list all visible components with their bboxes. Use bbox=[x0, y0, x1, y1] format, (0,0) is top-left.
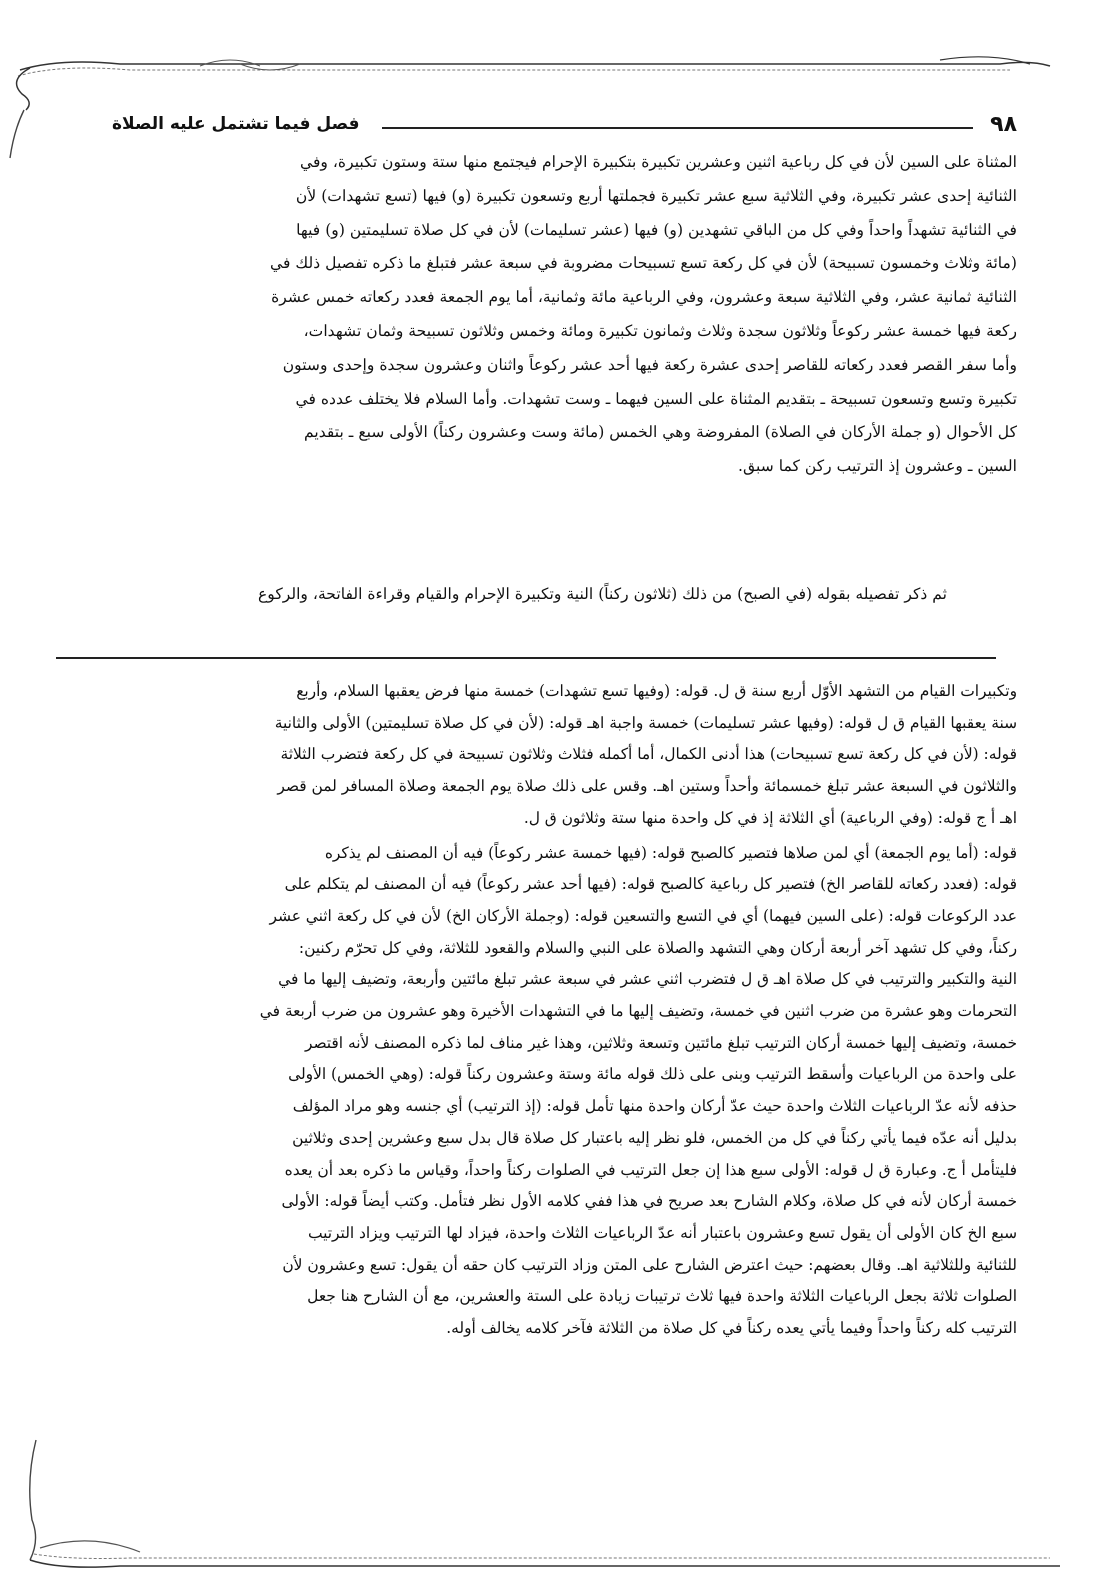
note-line: الترتيب كله ركناً واحداً وفيما يأتي يعده ركناً في كل صلاة من الثلاثة فآخر كلامه يخالف أوله. bbox=[446, 1319, 1017, 1338]
note-line: التحرمات وهو عشرة من ضرب اثنين في خمسة، وتضيف إليها ما في التشهدات الأخيرة وهو عشرون من ضرب أربعة في bbox=[259, 1002, 1017, 1021]
note-paragraph bbox=[42, 838, 1017, 1345]
note-line: حذفه لأنه عدّ الرباعيات الثلاث واحدة حيث عدّ أركان واحدة منها تأمل قوله: (إذ الترتيب) أي جنسه وهو مراد المؤلف bbox=[292, 1097, 1017, 1116]
commentary-notes bbox=[42, 676, 1017, 1345]
main-line: الثنائية ثمانية عشر، وفي الثلاثية سبعة وعشرون، وفي الرباعية مائة وثمانية، أما يوم الجمعة فعدد ركعاته خمس عشرة bbox=[271, 288, 1017, 307]
note-line: بدليل أنه عدّه فيما يأتي ركناً في كل من الخمس، فلو نظر إليه باعتبار كل صلاة قال بدل سبع وعشرين إحدى وثلاثين bbox=[292, 1128, 1017, 1147]
main-line: الثنائية إحدى عشر تكبيرة، وفي الثلاثية سبع عشر تكبيرة فجملتها أربع وتسعون تكبيرة (و) فيها (تسع تشهدات) لأن bbox=[295, 186, 1017, 205]
note-line: قوله: (لأن في كل ركعة تسع تسبيحات) هذا أدنى الكمال، أما أكمله فثلاث وثلاثون تسبيحة في كل ركعة فتضرب الثلاثة bbox=[280, 745, 1017, 764]
note-line: قوله: (أما يوم الجمعة) أي لمن صلاها فتصير كالصبح قوله: (فيها خمسة عشر ركوعاً) فيه أن المصنف لم يذكره bbox=[324, 843, 1017, 862]
main-line: المثناة على السين لأن في كل رباعية اثنين وعشرين تكبيرة بتكبيرة الإحرام فيجتمع منها ستة وستون تكبيرة، وفي bbox=[299, 153, 1017, 171]
main-line: في الثنائية تشهداً واحداً وفي كل من الباقي تشهدين (و) فيها (عشر تسليمات) لأن في كل صلاة تسليمتين (و) فيها bbox=[296, 220, 1017, 239]
main-line: تكبيرة وتسع وتسعون تسبيحة ـ بتقديم المثناة على السين فيهما ـ وست تشهدات. وأما السلام فلا يختلف عدده في bbox=[295, 389, 1017, 408]
note-line: للثنائية وللثلاثية اهـ. وقال بعضهم: حيث اعترض الشارح على المتن وزاد الترتيب كان حقه أن يقول: تسع وعشرون لأن bbox=[282, 1255, 1017, 1274]
main-line: وأما سفر القصر فعدد ركعاته للقاصر إحدى عشرة ركعة فيها أحد عشر ركوعاً واثنان وعشرون سجدة وإحدى وستون bbox=[282, 355, 1017, 374]
main-text bbox=[42, 146, 1017, 484]
note-line: خمسة، وتضيف إليها خمسة أركان الترتيب تبلغ مائتين وتسعة وثلاثين، وهذا غير مناف لما ذكره المصنف لأنه اقتصر bbox=[304, 1033, 1017, 1052]
note-line: سبع الخ كان الأولى أن يقول تسع وعشرون باعتبار أنه عدّ الرباعيات الثلاث واحدة، فيزاد لها الترتيب ويزاد الترتيب bbox=[308, 1223, 1017, 1242]
note-line: وتكبيرات القيام من التشهد الأوّل أربع سنة ق ل. قوله: (وفيها تسع تشهدات) خمسة منها فرض يعقبها السلام، وأربع bbox=[296, 682, 1017, 700]
note-line: على واحدة من الرباعيات وأسقط الترتيب وبنى على ذلك قوله مائة وستة وعشرون ركناً قوله: (وهي الخمس) الأولى bbox=[288, 1065, 1017, 1084]
continuation-line: ثم ذكر تفصيله بقوله (في الصبح) من ذلك (ثلاثون ركناً) النية وتكبيرة الإحرام والقيام وقراءة الفاتحة، والركوع bbox=[257, 585, 947, 603]
running-title: فصل فيما تشتمل عليه الصلاة bbox=[112, 114, 360, 134]
note-line: عدد الركوعات قوله: (على السين فيهما) أي في التسع والتسعين قوله: (وجملة الأركان الخ) لأن في كل ركعة اثني عشر bbox=[269, 906, 1017, 925]
page-header bbox=[112, 112, 1017, 142]
page-number: ٩٨ bbox=[990, 112, 1017, 137]
bottom-ornament bbox=[0, 1420, 1117, 1583]
main-line: (مائة وثلاث وخمسون تسبيحة) لأن في كل ركعة تسع تسبيحات مضروبة في سبعة عشر فتبلغ ما ذكره تفصيل ذلك في bbox=[269, 254, 1017, 273]
note-line: خمسة أركان لأنه في كل صلاة، وكلام الشارح بعد صريح في هذا ففي كلامه الأول نظر فتأمل. وكتب أيضاً قوله: الأولى bbox=[281, 1192, 1017, 1211]
header-rule bbox=[382, 127, 973, 129]
note-line: والثلاثون في السبعة عشر تبلغ خمسمائة وأحداً وستين اهـ. وقس على ذلك صلاة يوم الجمعة وصلاة المسافر لمن قصر bbox=[277, 777, 1017, 796]
main-line: ركعة فيها خمسة عشر ركوعاً وثلاثون سجدة وثلاث وثمانون تكبيرة ومائة وخمس وثلاثون تسبيحة وثمان تشهدات، bbox=[303, 321, 1017, 340]
note-line: سنة يعقبها القيام ق ل قوله: (وفيها عشر تسليمات) خمسة واجبة اهـ قوله: (لأن في كل صلاة تسليمتين) الأولى والثانية bbox=[274, 713, 1017, 732]
note-line: فليتأمل أ ج. وعبارة ق ل قوله: الأولى سبع هذا إن جعل الترتيب في الصلوات ركناً واحداً، وقياس ما ذكره بعد أن يعده bbox=[284, 1160, 1017, 1179]
note-line: اهـ أ ج قوله: (وفي الرباعية) أي الثلاثة إذ في كل واحدة منها ستة وثلاثون ق ل. bbox=[523, 808, 1017, 827]
note-line: النية والتكبير والترتيب في كل صلاة اهـ ق ل فتضرب اثني عشر في سبعة عشر تبلغ مائتين وأربعة، وتضيف إليها ما في bbox=[278, 970, 1017, 989]
main-line: السين ـ وعشرون إذ الترتيب ركن كما سبق. bbox=[738, 457, 1017, 476]
note-line: الصلوات ثلاثة بجعل الرباعيات الثلاثة واحدة فيها ثلاث ترتيبات زيادة على الستة والعشرين، مع أن الشارح هنا جعل bbox=[307, 1287, 1017, 1306]
main-continuation bbox=[42, 578, 1017, 611]
footnote-separator bbox=[56, 657, 996, 659]
top-ornament bbox=[0, 50, 1117, 160]
note-line: ركناً، وفي كل تشهد آخر أربعة أركان وهي التشهد والصلاة على النبي والسلام والقعود للثلاثة، وفي كل تحرّم ركنين: bbox=[298, 938, 1017, 957]
note-line: قوله: (فعدد ركعاته للقاصر الخ) فتصير كل رباعية كالصبح قوله: (فيها أحد عشر ركوعاً) فيه أن المصنف لم يتكلم على bbox=[284, 875, 1017, 894]
main-line: كل الأحوال (و جملة الأركان في الصلاة) المفروضة وهي الخمس (مائة وست وعشرون ركناً) الأولى سبع ـ بتقديم bbox=[304, 423, 1017, 442]
